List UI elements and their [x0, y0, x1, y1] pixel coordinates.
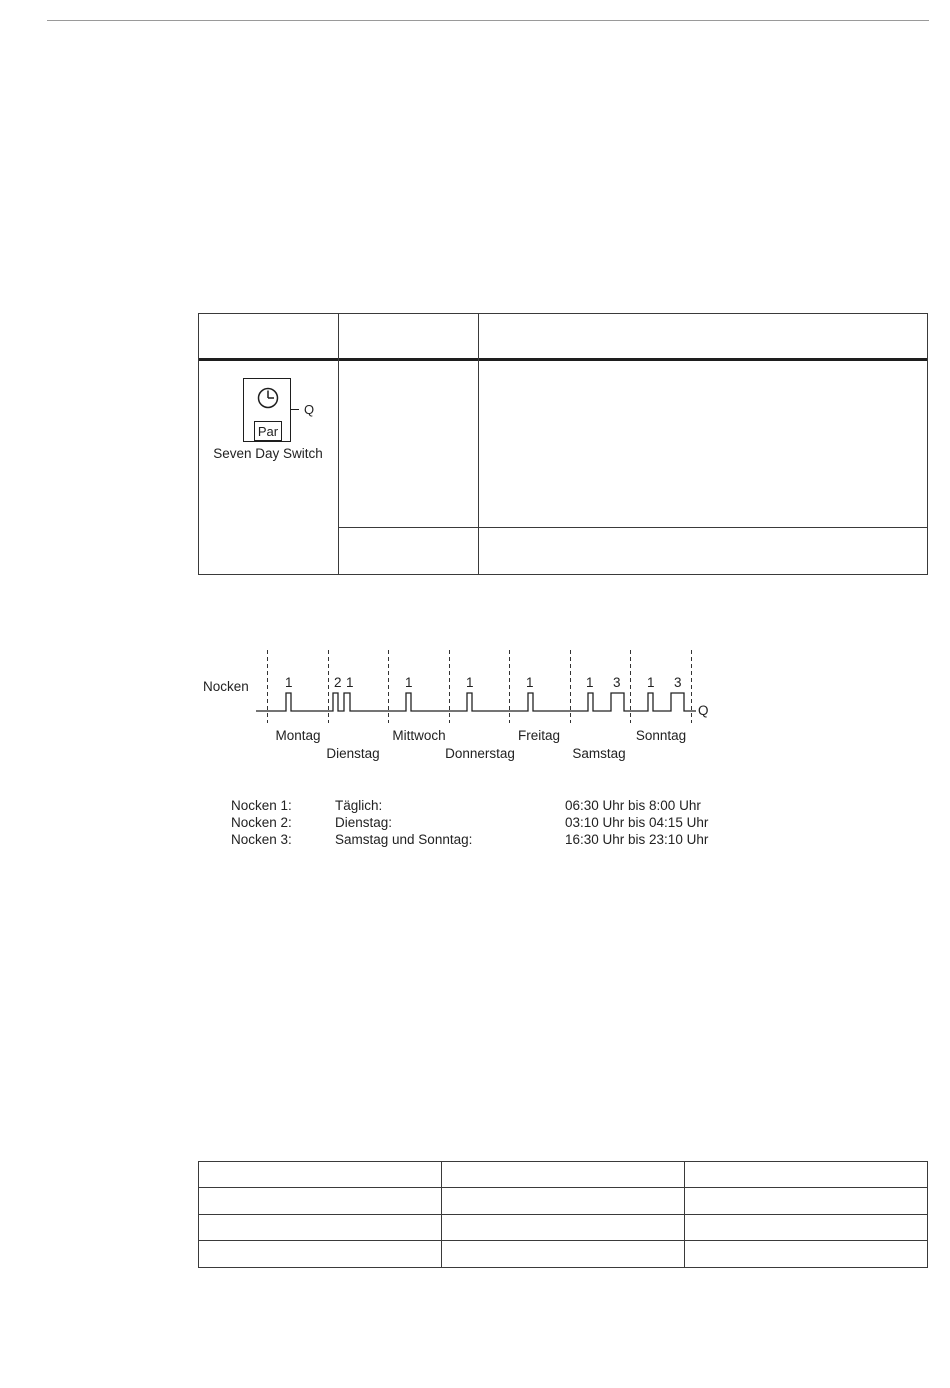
- day-label: Dienstag: [326, 746, 380, 761]
- table-header-rule: [198, 358, 928, 361]
- settings-table: [198, 1161, 928, 1268]
- pulse-number: 1: [466, 675, 474, 690]
- clock-icon: [257, 387, 279, 409]
- day-label: Montag: [275, 728, 321, 743]
- cam-time: 06:30 Uhr bis 8:00 Uhr: [565, 798, 701, 813]
- pulse-number: 1: [346, 675, 354, 690]
- block-table: [198, 313, 928, 575]
- output-connector: [291, 409, 299, 410]
- table-border: [198, 313, 199, 575]
- pulse-number: 3: [613, 675, 621, 690]
- cam-name: Nocken 1:: [231, 798, 292, 813]
- pulse-number: 1: [405, 675, 413, 690]
- block-name: Seven Day Switch: [213, 446, 323, 461]
- day-label: Samstag: [572, 746, 626, 761]
- pulse-number: 1: [586, 675, 594, 690]
- pulse-number: 3: [674, 675, 682, 690]
- pulse-number: 2: [334, 675, 342, 690]
- timing-diagram: [198, 645, 758, 770]
- cam-name: Nocken 3:: [231, 832, 292, 847]
- day-boundaries: [268, 650, 692, 723]
- cam-time: 16:30 Uhr bis 23:10 Uhr: [565, 832, 709, 847]
- table-border: [198, 574, 928, 575]
- table-border: [198, 1161, 199, 1268]
- cam-days: Dienstag:: [335, 815, 393, 830]
- cam-name: Nocken 2:: [231, 815, 292, 830]
- header-rule: [47, 20, 929, 21]
- day-label: Mittwoch: [392, 728, 446, 743]
- par-box: Par: [254, 421, 282, 441]
- day-labels: [275, 728, 686, 761]
- table-row-divider: [198, 1187, 928, 1188]
- seven-day-switch-symbol: [243, 378, 291, 442]
- table-border: [198, 313, 928, 314]
- day-label: Freitag: [517, 728, 561, 743]
- signal-label: Nocken: [203, 679, 249, 694]
- table-border: [927, 313, 928, 575]
- table-column-divider: [684, 1161, 685, 1268]
- table-row-divider: [338, 527, 928, 528]
- table-column-divider: [478, 313, 479, 575]
- table-border: [198, 1161, 928, 1162]
- day-label: Donnerstag: [445, 746, 515, 761]
- cam-days: Täglich:: [335, 798, 383, 813]
- day-label: Sonntag: [635, 728, 687, 743]
- table-column-divider: [441, 1161, 442, 1268]
- pulse-numbers: [285, 675, 682, 690]
- table-border: [927, 1161, 928, 1268]
- table-row-divider: [198, 1240, 928, 1241]
- cam-time: 03:10 Uhr bis 04:15 Uhr: [565, 815, 709, 830]
- table-column-divider: [338, 313, 339, 575]
- cam-days: Samstag und Sonntag:: [335, 832, 473, 847]
- pulse-number: 1: [285, 675, 293, 690]
- pulse-number: 1: [647, 675, 655, 690]
- table-border: [198, 1267, 928, 1268]
- table-row-divider: [198, 1214, 928, 1215]
- output-label: Q: [304, 402, 315, 417]
- output-label: Q: [698, 703, 709, 718]
- pulse-number: 1: [526, 675, 534, 690]
